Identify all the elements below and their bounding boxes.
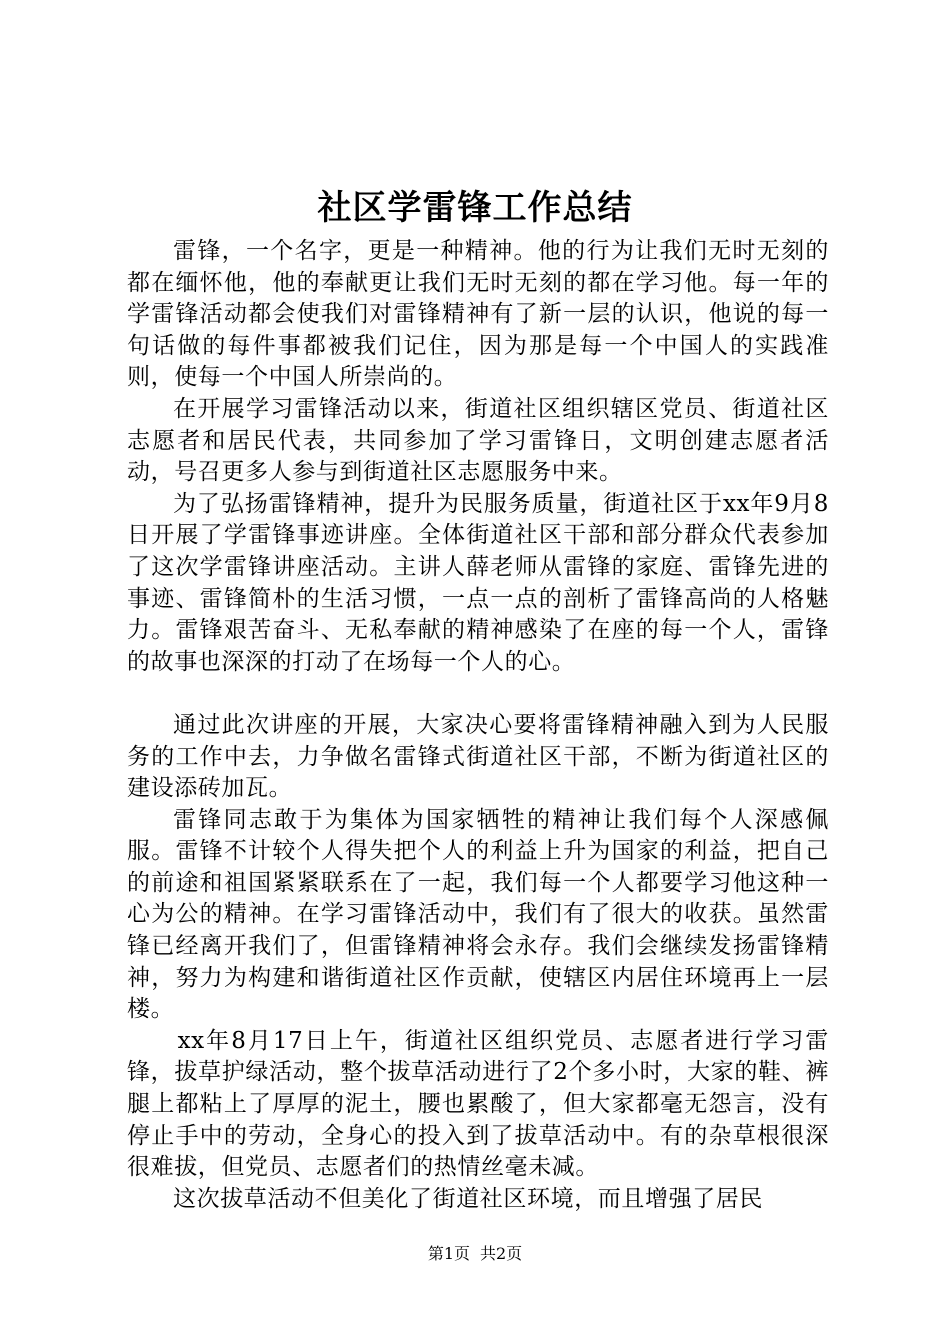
paragraph-6: xx年8月17日上午，街道社区组织党员、志愿者进行学习雷锋，拔草护绿活动，整个拔草活动进行了2个多小时，大家的鞋、裤腿上都粘上了厚厚的泥土，腰也累酸了，但大家都毫无怨言，没有停止手中的劳动，全身心的投入到了拔草活动中。有的杂草根很深很难拔，但党员、志愿者们的热情丝毫未减。 bbox=[127, 1027, 829, 1181]
paragraph-1: 雷锋，一个名字，更是一种精神。他的行为让我们无时无刻的都在缅怀他，他的奉献更让我们无时无刻的都在学习他。每一年的学雷锋活动都会使我们对雷锋精神有了新一层的认识，他说的每一句话做的每件事都被我们记住，因为那是每一个中国人的实践准则，使每一个中国人所崇尚的。 bbox=[127, 238, 829, 391]
document-body bbox=[127, 236, 829, 1215]
document-title: 社区学雷锋工作总结 bbox=[317, 188, 633, 228]
paragraph-5: 雷锋同志敢于为集体为国家牺牲的精神让我们每个人深感佩服。雷锋不计较个人得失把个人的利益上升为国家的利益，把自己的前途和祖国紧紧联系在了一起，我们每一个人都要学习他这种一心为公的精神。在学习雷锋活动中，我们有了很大的收获。虽然雷锋已经离开我们了，但雷锋精神将会永存。我们会继续发扬雷锋精神，努力为构建和谐街道社区作贡献，使辖区内居住环境再上一层楼。 bbox=[127, 806, 829, 1023]
paragraph-4: 通过此次讲座的开展，大家决心要将雷锋精神融入到为人民服务的工作中去，力争做名雷锋式街道社区干部，不断为街道社区的建设添砖加瓦。 bbox=[127, 711, 829, 802]
paragraph-7: 这次拔草活动不但美化了街道社区环境，而且增强了居民 bbox=[173, 1185, 763, 1212]
paragraph-3: 为了弘扬雷锋精神，提升为民服务质量，街道社区于xx年9月8日开展了学雷锋事迹讲座。全体街道社区干部和部分群众代表参加了这次学雷锋讲座活动。主讲人薛老师从雷锋的家庭、雷锋先进的事迹、雷锋简朴的生活习惯，一点一点的剖析了雷锋高尚的人格魅力。雷锋艰苦奋斗、无私奉献的精神感染了在座的每一个人，雷锋的故事也深深的打动了在场每一个人的心。 bbox=[127, 490, 829, 675]
page-total: 共2页 bbox=[480, 1244, 523, 1263]
paragraph-2: 在开展学习雷锋活动以来，街道社区组织辖区党员、街道社区志愿者和居民代表，共同参加了学习雷锋日，文明创建志愿者活动，号召更多人参与到街道社区志愿服务中来。 bbox=[127, 395, 829, 486]
page-footer bbox=[0, 1242, 950, 1266]
page-number: 第1页 bbox=[427, 1244, 470, 1263]
